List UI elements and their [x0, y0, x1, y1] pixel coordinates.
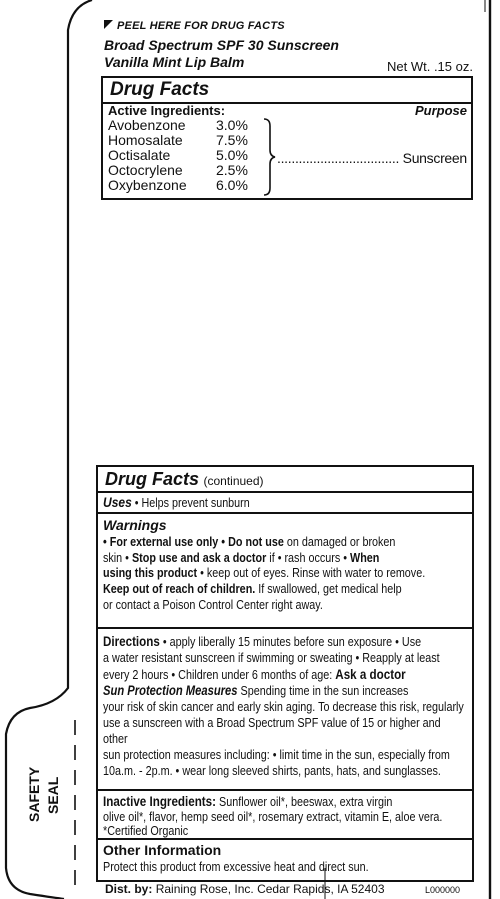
- other-information-section: [98, 840, 472, 880]
- brace-icon: [262, 118, 276, 196]
- net-weight: Net Wt. .15 oz.: [387, 59, 473, 74]
- continued-title: Drug Facts: [105, 469, 200, 489]
- ingredient-name: Octisalate: [108, 147, 171, 163]
- uses-text: • Helps prevent sunburn: [134, 496, 250, 510]
- purpose-value: Sunscreen: [402, 150, 467, 166]
- ingredient-name: Avobenzone: [108, 117, 186, 133]
- peel-arrow-icon: [104, 20, 113, 29]
- product-name-line1: Broad Spectrum SPF 30 Sunscreen: [104, 37, 339, 53]
- distributor-line: [105, 882, 385, 896]
- uses-label: Uses: [103, 494, 132, 510]
- drug-facts-continued-panel: [96, 465, 474, 882]
- ingredient-name: Octocrylene: [108, 162, 183, 178]
- leader-dots: .................................. Sunscreen: [277, 150, 467, 166]
- continued-suffix: (continued): [203, 474, 264, 488]
- purpose-heading: Purpose: [414, 103, 467, 118]
- continued-title-row: [98, 467, 472, 493]
- ingredient-name: Oxybenzone: [108, 177, 187, 193]
- ingredient-percent: 5.0%: [216, 147, 248, 163]
- warnings-label: Warnings: [103, 517, 167, 533]
- ingredient-percent: 6.0%: [216, 177, 248, 193]
- dist-label: Dist. by:: [105, 882, 153, 896]
- warnings-section: Warnings • For external use only • Do not use on damaged or broken skin • Stop use and ask a doctor if • rash occurs • When using this product • keep out of eyes. Rinse with water to remove. Keep out of reach of children. If swallowed, get medical help or contact a Poison Control Center right away.: [98, 514, 472, 629]
- inactive-label: Inactive Ingredients:: [103, 793, 217, 809]
- other-info-text: Protect this product from excessive heat and direct sun.: [103, 859, 369, 874]
- safety-seal-line1: SAFETY: [26, 766, 42, 822]
- uses-section: [98, 493, 472, 514]
- other-info-label: Other Information: [103, 842, 222, 858]
- drug-facts-panel: [101, 76, 473, 200]
- peel-here-label[interactable]: PEEL HERE FOR DRUG FACTS: [104, 20, 285, 32]
- safety-seal-line2: SEAL: [45, 776, 61, 814]
- safety-seal: [18, 752, 68, 842]
- ingredient-percent: 3.0%: [216, 117, 248, 133]
- dist-text: Raining Rose, Inc. Cedar Rapids, IA 52403: [155, 882, 385, 896]
- directions-label: Directions: [103, 633, 160, 649]
- active-ingredients-heading: Active Ingredients:: [108, 103, 226, 118]
- directions-section: Directions • apply liberally 15 minutes before sun exposure • Use a water resistant sunscreen if swimming or sweating • Reapply at least every 2 hours • Children under 6 months of age: Ask a doctor Sun Protection Measures Spending time in the sun increases your risk of skin cancer and early skin aging. To decrease this risk, regularly use a sunscreen with a Broad Spectrum SPF value of 15 or higher and other sun protection measures including: • limit time in the sun, especially from 10a.m. - 2p.m. • wear long sleeved shirts, pants, hats, and sunglasses.: [98, 629, 472, 791]
- drug-facts-title: Drug Facts: [103, 78, 471, 104]
- product-name-line2: Vanilla Mint Lip Balm: [104, 54, 245, 70]
- sun-protection-label: Sun Protection Measures: [103, 683, 238, 698]
- ingredient-percent: 7.5%: [216, 132, 248, 148]
- inactive-ingredients-section: Inactive Ingredients: Sunflower oil*, beeswax, extra virgin olive oil*, flavor, hemp seed oil*, rosemary extract, vitamin E, aloe vera. *Certified Organic: [98, 791, 472, 840]
- ingredient-percent: 2.5%: [216, 162, 248, 178]
- ingredient-name: Homosalate: [108, 132, 183, 148]
- lot-code: L000000: [425, 885, 461, 895]
